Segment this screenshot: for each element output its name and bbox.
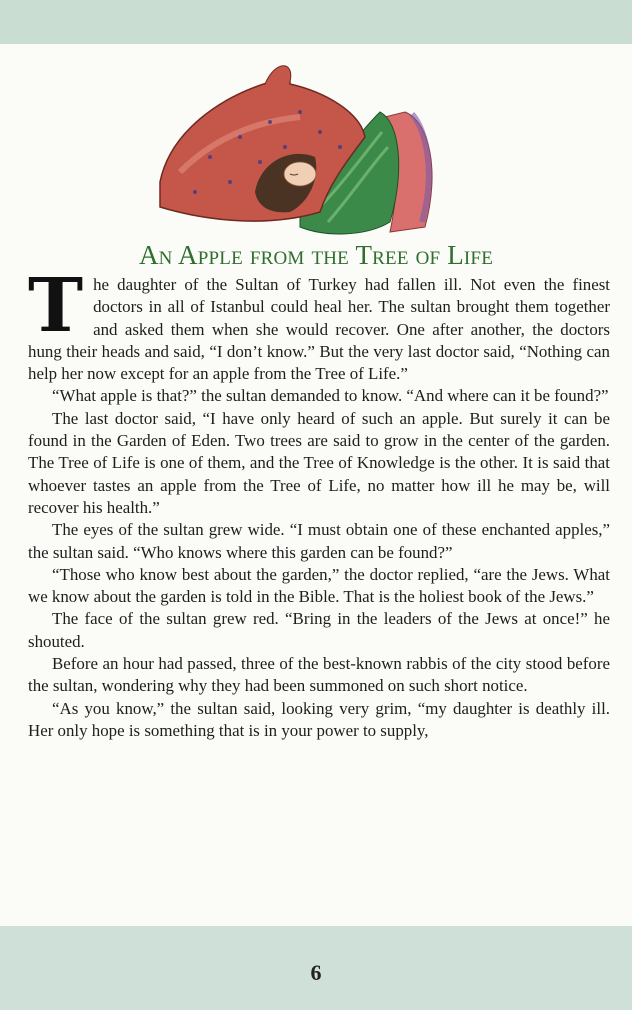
first-paragraph-text: he daughter of the Sultan of Turkey had fallen ill. Not even the finest doctors in all of Istanbul could heal her. The sultan brought them together and asked them when she would recover. One after another, the doctors hung their heads and said, “I don’t know.” But the very last doctor said, “Nothing can help her now except for an apple from the Tree of Life.” — [28, 275, 610, 384]
paragraph: “Those who know best about the garden,” the doctor replied, “are the Jews. What we know about the garden is told in the Bible. That is the holiest book of the Jews.” — [28, 564, 610, 607]
top-border-band — [0, 0, 632, 44]
story-body — [28, 263, 610, 742]
paragraph: Before an hour had passed, three of the best-known rabbis of the city stood before the sultan, wondering why they had been summoned on such short notice. — [28, 654, 610, 696]
sleeping-girl-illustration — [150, 62, 450, 242]
paragraph: The eyes of the sultan grew wide. “I must obtain one of these enchanted apples,” the sultan said. “Who knows where this garden can be found?” — [28, 520, 610, 562]
drop-cap: T — [28, 263, 84, 349]
paragraph: “As you know,” the sultan said, looking very grim, “my daughter is deathly ill. Her only hope is something that is in your power to supply, — [28, 698, 610, 740]
paragraph: The last doctor said, “I have only heard of such an apple. But surely it can be found in the Garden of Eden. Two trees are said to grow in the center of the garden. The Tree of Life is one of them, and the Tree of Knowledge is the other. It is said that whoever tastes an apple from the Tree of Life, no matter how ill he may be, will recover his health.” — [28, 408, 610, 517]
story-title: An Apple from the Tree of Life — [138, 240, 494, 270]
first-paragraph — [28, 263, 610, 385]
page-number: 6 — [310, 960, 322, 985]
paragraph: “What apple is that?” the sultan demanded to know. “And where can it be found?” — [52, 386, 609, 406]
paragraph: The face of the sultan grew red. “Bring in the leaders of the Jews at once!” he shouted. — [28, 609, 610, 651]
